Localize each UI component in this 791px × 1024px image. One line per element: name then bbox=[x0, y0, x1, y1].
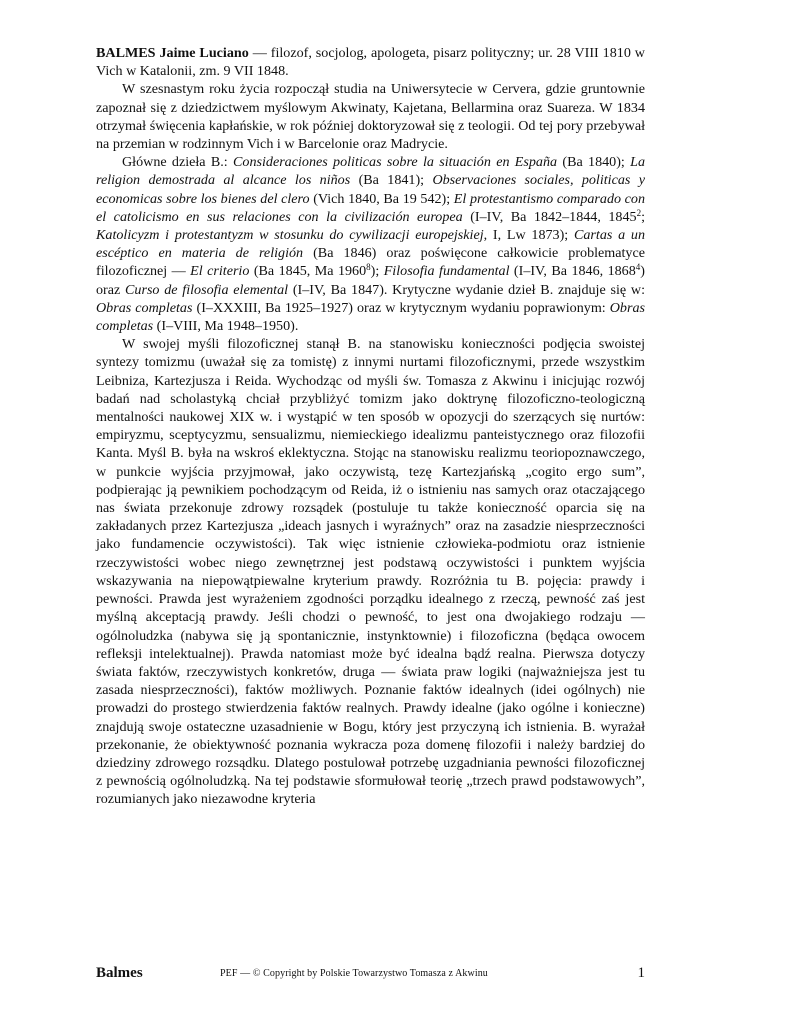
work-title: Obras completas bbox=[96, 299, 645, 335]
works-text: Główne dzieła B.: bbox=[122, 154, 233, 171]
works-text: ; bbox=[641, 208, 645, 225]
work-title: Observaciones sociales, politicas y economicas sobre los bienes del clero bbox=[96, 172, 645, 207]
works-text: ); bbox=[370, 263, 384, 280]
entry-headword: BALMES Jaime Luciano bbox=[96, 45, 249, 61]
entry-intro-paragraph bbox=[96, 44, 645, 80]
works-text: (Ba 1841); bbox=[350, 172, 433, 189]
works-paragraph bbox=[96, 153, 645, 335]
works-text: (Ba 1846) oraz poświęcone całkowicie problematyce filozoficznej — bbox=[96, 245, 645, 280]
work-title: La religion demostrada al alcance los niños bbox=[96, 154, 646, 189]
work-title: El protestantismo comparado con el catolicismo en sus relaciones con la civilización europea bbox=[96, 190, 646, 225]
work-title: El criterio bbox=[190, 263, 250, 280]
work-title: Filosofia fundamental bbox=[383, 263, 510, 280]
biography-paragraph: W szesnastym roku życia rozpoczął studia na Uniwersytecie w Cervera, gdzie gruntownie zapoznał się z dziedzictwem myślowym Akwinaty, Kajetana, Bellarmina oraz Suareza. W 1834 otrzymał święcenia kapłańskie, w rok później doktoryzował się z teologii. Od tej pory przebywał na przemian w rodzinnym Vich i w Barcelonie oraz Madrycie. bbox=[96, 81, 645, 153]
works-text: (Ba 1840); bbox=[557, 154, 631, 171]
philosophy-paragraph: W swojej myśli filozoficznej stanął B. na stanowisku konieczności podjęcia swoistej syntezy tomizmu (uważał się za tomistę) z innymi nurtami filozoficznymi, przede wszystkim Leibniza, Kartezjusza i Reida. Wychodząc od myśli św. Tomasza z Akwinu i inicjując rozwój badań nad scholastyką chciał przybliżyć tomizm jako doktrynę filozoficzno-teologiczną mentalności naukowej XIX w. i wystąpić w ten sposób w opozycji do szerzących się nurtów: empiryzmu, sceptycyzmu, sensualizmu, niemieckiego idealizmu panteistycznego oraz filozofii Kanta. Myśl B. była na wskroś eklektyczna. Stojąc na stanowisku realizmu teoriopoznawczego, w punkcie wyjścia przyjmował, jako oczywistą, tezę Kartezjańską „cogito ergo sum”, podpierając ją pewnikiem pochodzącym od Reida, iż o istnieniu nas samych oraz otaczającego nas świata przekonuje zdrowy rozsądek (postuluje tu także konieczność oparcia się na zakładanych przez Kartezjusza „ideach jasnych i wyraźnych” oraz na zasadzie niesprzeczności jako fundamencie oczywistości). Tak więc istnienie człowieka-podmiotu oraz istnienie rzeczywistości wobec niego zewnętrznej jest podstawą oczywistości i punktem wyjścia wskazywania na niepowątpiewalne kryterium prawdy. Rozróżnia tu B. pojęcia: prawdy i pewności. Prawda jest wyrażeniem zgodności porządku idealnego z rzeczą, pewność zaś jest myślną akceptacją prawdy. Jeśli chodzi o pewność, to jest ona dwojakiego rodzaju — ogólnoludzka (nabywa się ją spontanicznie, instynktownie) i filozoficzna (będąca owocem refleksji intelektualnej). Prawda natomiast może być idealna bądź realna. Pierwsza dotyczy świata faktów, rzeczywistych konkretów, druga — świata praw logiki (najważniejsza jest tu zasada niesprzeczności), faktów możliwych. Poznanie faktów idealnych (idei ogólnych) nie prowadzi do prostego stwierdzenia faktów realnych. Prawdy idealne (jako ogólne i konieczne) znajdują swoje ostateczne uzasadnienie w Bogu, który jest przyczyną ich istnienia. B. wyrażał przekonanie, że obiektywność poznania wykracza poza domenę filozofii i należy bardziej do dziedziny zdrowego rozsądku. Dlatego postulował potrzebę uzgadniania pewności filozoficznej z pewnością ogólnoludzką. Na tej podstawie sformułował teorię „trzech prawd podstawowych”, rozumianych jako niezawodne kryteria bbox=[96, 336, 645, 808]
works-text: , I, Lw 1873); bbox=[483, 227, 574, 244]
page-footer bbox=[96, 965, 645, 987]
work-title: Obras completas bbox=[96, 299, 193, 316]
works-text: (Vich 1840, Ba 19 542); bbox=[309, 190, 454, 207]
works-text: (I–IV, Ba 1842–1844, 1845 bbox=[462, 208, 637, 225]
works-text: (I–IV, Ba 1847). Krytyczne wydanie dzieł B. znajduje się w: bbox=[288, 281, 645, 298]
article-body bbox=[96, 44, 645, 809]
works-text: (I–VIII, Ma 1948–1950). bbox=[153, 318, 299, 335]
works-text: ) oraz bbox=[96, 263, 645, 298]
works-text: (I–XXXIII, Ba 1925–1927) oraz w krytycznym wydaniu poprawionym: bbox=[192, 299, 610, 316]
footer-copyright: PEF — © Copyright by Polskie Towarzystwo Tomasza z Akwinu bbox=[220, 968, 488, 979]
works-text: (Ba 1845, Ma 1960 bbox=[249, 263, 367, 280]
works-text: (I–IV, Ba 1846, 1868 bbox=[509, 263, 636, 280]
footer-entry-title: Balmes bbox=[96, 965, 143, 981]
entry-intro-text: — filozof, socjolog, apologeta, pisarz polityczny; ur. 28 VIII 1810 w Vich w Katalonii, zm. 9 VII 1848. bbox=[96, 45, 645, 80]
edition-superscript: 4 bbox=[635, 262, 641, 273]
work-title: Curso de filosofia elemental bbox=[125, 281, 289, 298]
work-title: Katolicyzm i protestantyzm w stosunku do cywilizacji europejskiej bbox=[96, 227, 484, 244]
work-title: Cartas a un escéptico en materia de religión bbox=[96, 227, 645, 262]
edition-superscript: 2 bbox=[636, 207, 642, 218]
work-title: Consideraciones politicas sobre la situación en España bbox=[233, 154, 558, 171]
edition-superscript: 8 bbox=[366, 262, 371, 273]
page-number: 1 bbox=[637, 965, 645, 981]
